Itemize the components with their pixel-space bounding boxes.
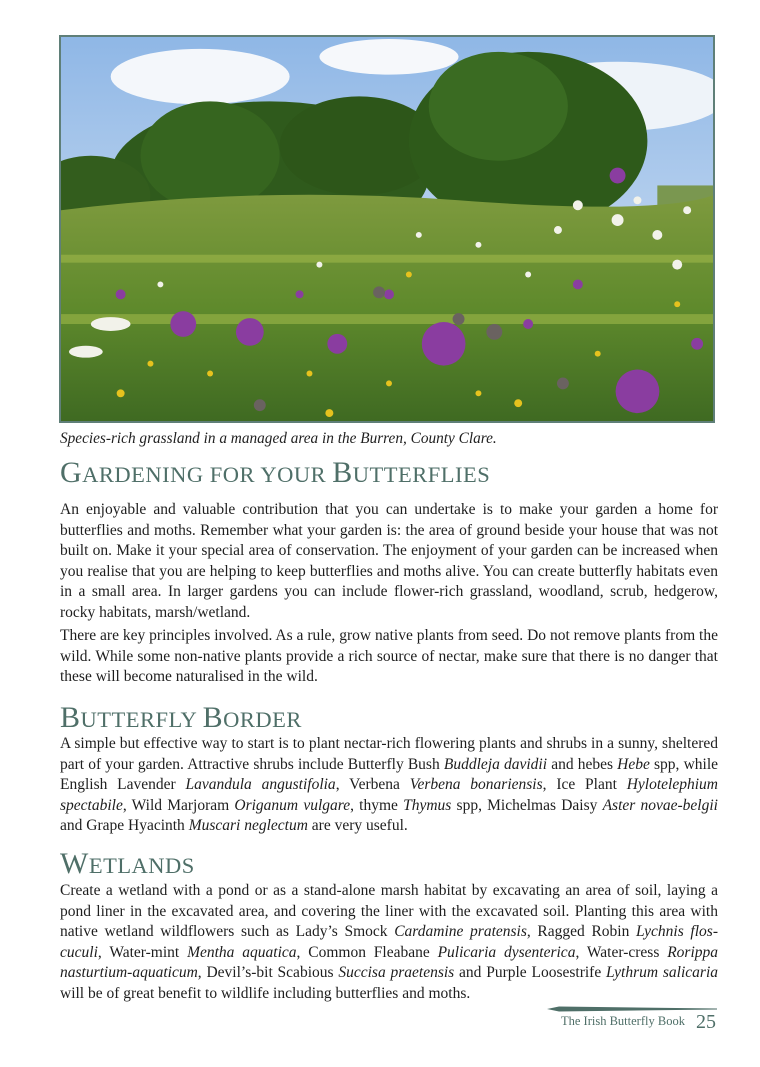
border-text-3: spp, while English Lavender xyxy=(60,755,719,794)
species-hebe: Hebe xyxy=(617,755,650,773)
species-aster: Aster novae-belgii xyxy=(602,796,718,814)
wetlands-text-3: , Water-mint xyxy=(97,943,188,961)
species-thymus: Thymus xyxy=(403,796,452,814)
border-text-1: A simple but effective way to start is to plant nectar-rich flowering plants and shrubs in a sunny, sheltered part of your garden. Attractive shrubs include Butterfly Bush xyxy=(60,735,718,773)
border-text-6: , Wild Marjoram xyxy=(122,796,235,814)
wetlands-text-6: , Devil’s-bit Scabious xyxy=(197,964,339,982)
heading-border-first: B xyxy=(60,701,81,734)
heading-wetlands xyxy=(60,849,195,879)
gardening-paragraph-1: An enjoyable and valuable contribution that you can undertake is to make your garden a home for butterflies and moths. Remember what your garden is: the area of ground beside your house that was not built on. Make it your special area of conservation. The enjoyment of your garden can be increased when you realise that you are helping to keep butterflies and moths alive. You can create butterfly habitats even in a small area. In larger gardens you can include flower-rich grassland, woodland, scrub, hedgerow, rocky habitats, marsh/wetland. xyxy=(60,501,718,621)
heading-gardening-first: G xyxy=(60,456,83,489)
wetlands-text-2: , Ragged Robin xyxy=(526,923,637,941)
page-number: 25 xyxy=(696,1011,716,1033)
wetlands-text-5: , Water-cress xyxy=(575,943,668,961)
grassland-illustration xyxy=(61,37,713,421)
footer-book-title: The Irish Butterfly Book xyxy=(561,1014,685,1028)
species-pulicaria: Pulicaria dysenterica xyxy=(437,943,576,961)
heading-wetlands-rest: ETLANDS xyxy=(88,853,195,878)
species-origanum: Origanum vulgare xyxy=(234,796,351,814)
species-lychnis: Lychnis flos-cuculi xyxy=(60,923,718,961)
species-buddleja: Buddleja davidii xyxy=(443,755,548,773)
species-mentha: Mentha aquatica xyxy=(187,943,297,961)
wetlands-text-7: and Purple Loosestrife xyxy=(454,964,607,982)
heading-butterfly-border xyxy=(60,703,302,733)
wetlands-text-4: , Common Fleabane xyxy=(296,943,438,961)
species-lavandula: Lavandula angustifolia xyxy=(185,776,336,794)
heading-wetlands-first: W xyxy=(60,847,89,880)
border-paragraph xyxy=(60,734,718,837)
species-muscari: Muscari neglectum xyxy=(188,817,308,835)
heading-gardening-rest2: UTTERFLIES xyxy=(352,462,491,487)
heading-gardening xyxy=(60,458,490,488)
border-text-9: and Grape Hyacinth xyxy=(60,817,189,835)
heading-gardening-first2: B xyxy=(332,456,353,489)
species-verbena: Verbena bonariensis xyxy=(409,776,543,794)
border-text-5: , Ice Plant xyxy=(542,776,627,794)
heading-border-first2: B xyxy=(202,701,224,734)
heading-gardening-rest: ARDENING FOR YOUR xyxy=(82,462,333,487)
border-text-7: , thyme xyxy=(350,796,404,814)
species-lythrum: Lythrum salicaria xyxy=(606,964,719,982)
wetlands-text-1: Create a wetland with a pond or as a stand-alone marsh habitat by excavating an area of soil, laying a pond liner in the excavated area, and covering the liner with the excavated soil. Planting this area with native wetland wildflowers such as Lady’s Smock xyxy=(60,882,718,941)
footer-rule xyxy=(547,1006,717,1012)
photo-caption: Species-rich grassland in a managed area in the Burren, County Clare. xyxy=(60,430,497,447)
border-text-8: spp, Michelmas Daisy xyxy=(451,796,603,814)
species-rorippa: Rorippa nasturtium-aquaticum xyxy=(60,943,719,982)
heading-border-rest: UTTERFLY xyxy=(80,707,203,732)
wetlands-paragraph xyxy=(60,881,718,1005)
species-hylotelephium: Hylotelephium spectabile xyxy=(60,776,718,814)
border-text-2: and hebes xyxy=(547,755,618,773)
wetlands-text-8: will be of great benefit to wildlife including butterflies and moths. xyxy=(60,984,471,1002)
border-text-10: are very useful. xyxy=(307,817,408,835)
grassland-photo xyxy=(59,35,715,423)
species-cardamine: Cardamine pratensis xyxy=(394,923,527,941)
border-text-4: , Verbena xyxy=(335,776,410,794)
species-succisa: Succisa praetensis xyxy=(338,964,455,982)
gardening-paragraph-2: There are key principles involved. As a rule, grow native plants from seed. Do not remove plants from the wild. While some non-native plants provide a rich source of nectar, make sure that there is no danger that these will become naturalised in the wild. xyxy=(60,627,718,686)
heading-border-rest2: ORDER xyxy=(223,707,302,732)
